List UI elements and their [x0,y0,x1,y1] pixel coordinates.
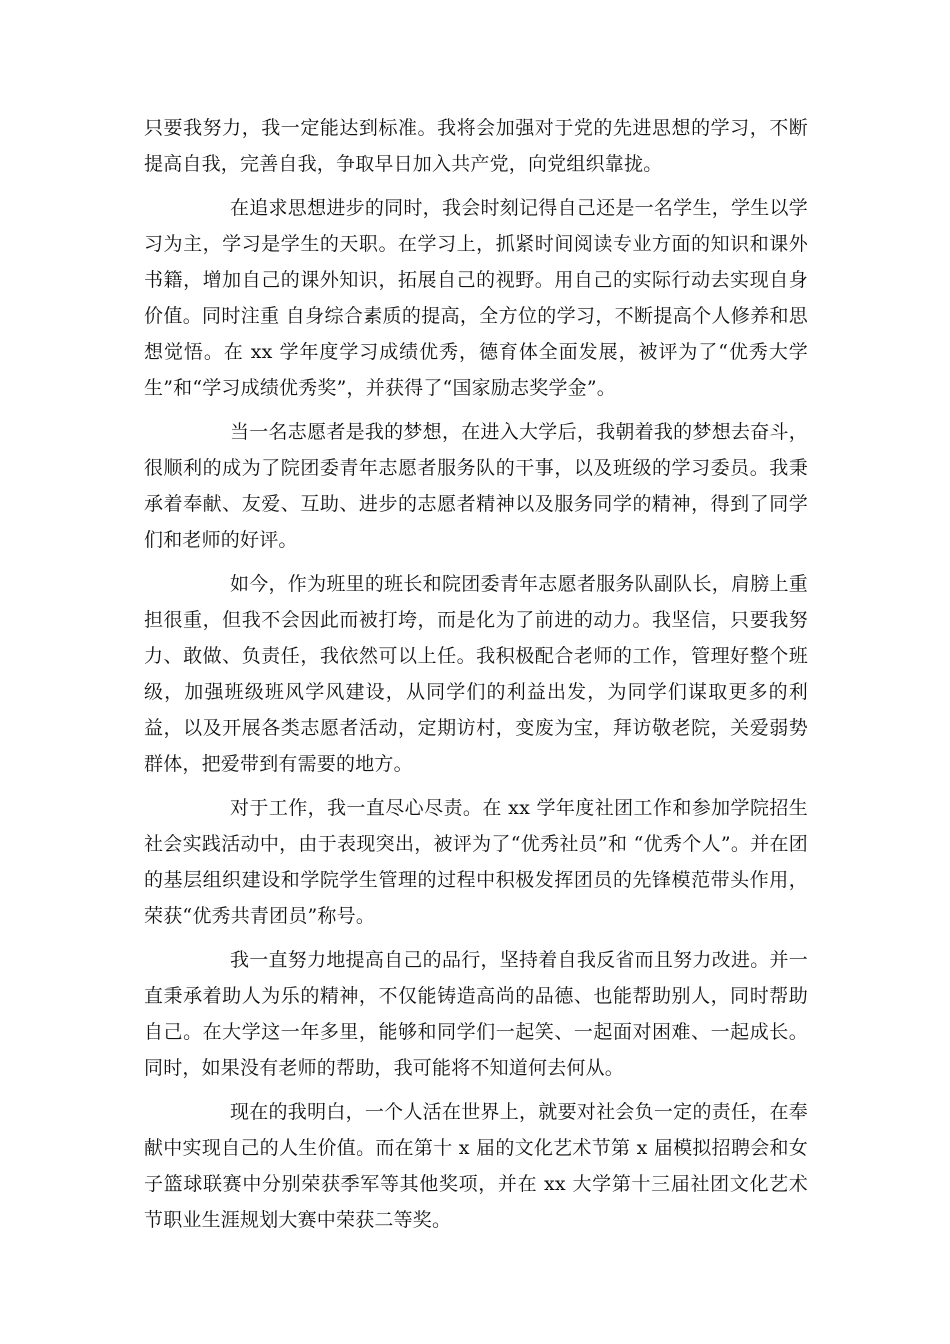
paragraph-7: 现在的我明白，一个人活在世界上，就要对社会负一定的责任，在奉献中实现自己的人生价值。而在第十 x 届的文化艺术节第 x 届模拟招聘会和女子篮球联赛中分别荣获季军等其他奖项，并在 xx 大学第十三届社团文化艺术节职业生涯规划大赛中荣获二等奖。 [144,1101,808,1231]
paragraph-5: 对于工作，我一直尽心尽责。在 xx 学年度社团工作和参加学院招生社会实践活动中，由于表现突出，被评为了“优秀社员”和 “优秀个人”。并在团的基层组织建设和学院学生管理的过程中积极发挥团员的先锋模范带头作用，荣获“优秀共青团员”称号。 [144,797,808,927]
document-body [144,110,808,1246]
paragraph-3: 当一名志愿者是我的梦想，在进入大学后，我朝着我的梦想去奋斗，很顺利的成为了院团委青年志愿者服务队的干事，以及班级的学习委员。我秉承着奉献、友爱、互助、进步的志愿者精神以及服务同学的精神，得到了同学们和老师的好评。 [144,421,808,551]
paragraph-2: 在追求思想进步的同时，我会时刻记得自己还是一名学生，学生以学习为主，学习是学生的天职。在学习上，抓紧时间阅读专业方面的知识和课外书籍，增加自己的课外知识，拓展自己的视野。用自己的实际行动去实现自身价值。同时注重 自身综合素质的提高，全方位的学习，不断提高个人修养和思想觉悟。在 xx 学年度学习成绩优秀，德育体全面发展，被评为了“优秀大学生”和“学习成绩优秀奖”，并获得了“国家励志奖学金”。 [144,197,808,399]
paragraph-1: 只要我努力，我一定能达到标准。我将会加强对于党的先进思想的学习，不断提高自我，完善自我，争取早日加入共产党，向党组织靠拢。 [144,117,808,175]
paragraph-4: 如今，作为班里的班长和院团委青年志愿者服务队副队长，肩膀上重担很重，但我不会因此而被打垮，而是化为了前进的动力。我坚信，只要我努力、敢做、负责任，我依然可以上任。我积极配合老师的工作，管理好整个班级，加强班级班风学风建设，从同学们的利益出发，为同学们谋取更多的利益，以及开展各类志愿者活动，定期访村，变废为宝，拜访敬老院，关爱弱势群体，把爱带到有需要的地方。 [144,573,808,775]
paragraph-6: 我一直努力地提高自己的品行，坚持着自我反省而且努力改进。并一直秉承着助人为乐的精神，不仅能铸造高尚的品德、也能帮助别人，同时帮助自己。在大学这一年多里，能够和同学们一起笑、一起面对困难、一起成长。同时，如果没有老师的帮助，我可能将不知道何去何从。 [144,949,808,1079]
